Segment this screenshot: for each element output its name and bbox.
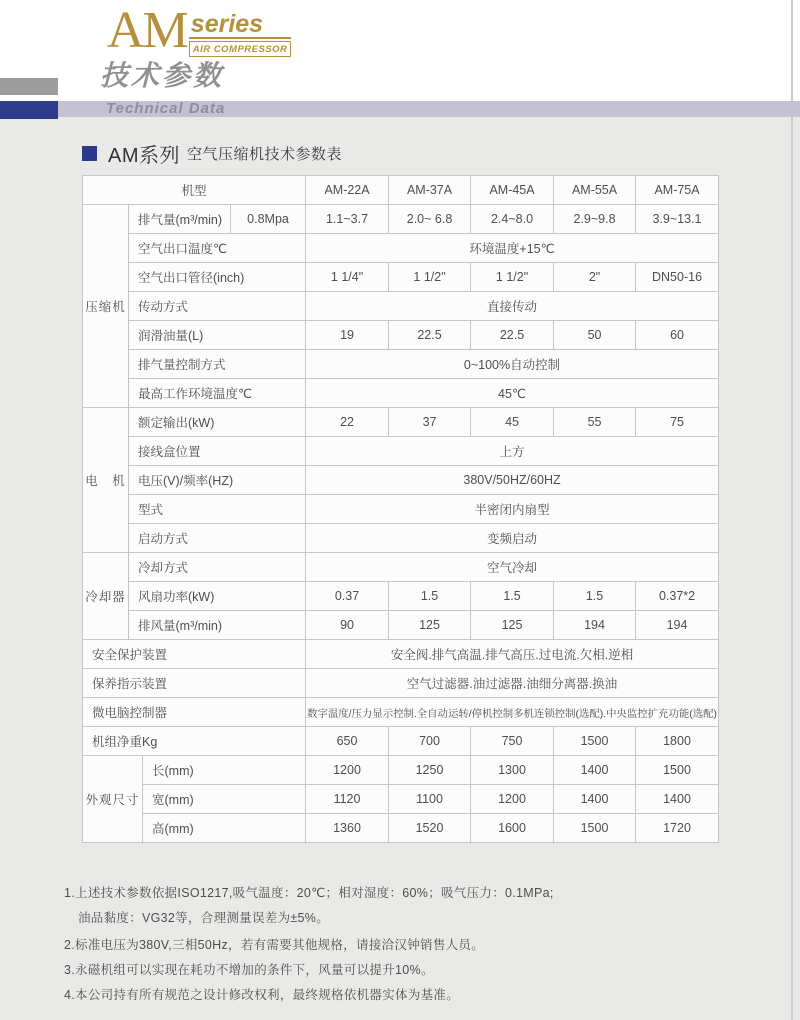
table-row (83, 814, 719, 843)
table-row (83, 553, 719, 582)
spec-value: 2.0~ 6.8 (389, 205, 471, 234)
table-row (83, 582, 719, 611)
spec-value: 2.4~8.0 (471, 205, 554, 234)
spec-value: 1.1~3.7 (306, 205, 389, 234)
table-row (83, 640, 719, 669)
table-row (83, 437, 719, 466)
spec-value: 1.5 (554, 582, 636, 611)
spec-value: 1400 (554, 756, 636, 785)
spec-value-span: 直接传动 (306, 292, 719, 321)
model-header: AM-37A (389, 176, 471, 205)
spec-value: 22.5 (389, 321, 471, 350)
spec-value: 1.5 (389, 582, 471, 611)
note-line: 油品黏度：VG32等，合理测量误差为±5%。 (78, 911, 329, 925)
spec-value: DN50-16 (636, 263, 719, 292)
spec-value: 3.9~13.1 (636, 205, 719, 234)
spec-label: 安全保护装置 (83, 640, 306, 669)
spec-label: 电压(V)/频率(HZ) (129, 466, 306, 495)
note-line: 4.本公司持有所有规范之设计修改权利，最终规格依机器实体为基准。 (64, 988, 460, 1002)
spec-label: 长(mm) (143, 756, 306, 785)
group-label-compressor: 压缩机 (83, 205, 129, 408)
note-line: 2.标准电压为380V,三相50Hz，若有需要其他规格，请接洽汉钟销售人员。 (64, 938, 485, 952)
spec-value: 1 1/4" (306, 263, 389, 292)
table-row (83, 379, 719, 408)
spec-label: 排气量控制方式 (129, 350, 306, 379)
footnotes (64, 886, 744, 1013)
table-row (83, 263, 719, 292)
spec-value: 1600 (471, 814, 554, 843)
spec-label: 保养指示装置 (83, 669, 306, 698)
group-label-cooler: 冷却器 (83, 553, 129, 640)
group-label-motor: 电 机 (83, 408, 129, 553)
table-row (83, 756, 719, 785)
lavender-banner (58, 101, 800, 117)
spec-value: 1520 (389, 814, 471, 843)
spec-value-span: 半密闭内扇型 (306, 495, 719, 524)
spec-value: 1360 (306, 814, 389, 843)
spec-value-span: 空气过滤器.油过滤器.油细分离器.换油 (306, 669, 719, 698)
spec-value: 1100 (389, 785, 471, 814)
spec-label: 接线盒位置 (129, 437, 306, 466)
spec-label: 高(mm) (143, 814, 306, 843)
spec-value: 1500 (554, 727, 636, 756)
spec-value: 1500 (554, 814, 636, 843)
spec-value-span: 数字温度/压力显示控制.全自动运转/停机控制多机连锁控制(选配).中央监控扩充功能(选配) (306, 698, 719, 727)
spec-label: 启动方式 (129, 524, 306, 553)
spec-value: 45 (471, 408, 554, 437)
spec-value: 125 (389, 611, 471, 640)
spec-value: 60 (636, 321, 719, 350)
note-line: 1.上述技术参数依据ISO1217,吸气温度：20℃；相对湿度：60%；吸气压力：0.1MPa; (64, 886, 554, 900)
spec-label: 排气量(m³/min) (129, 205, 231, 234)
spec-value: 22 (306, 408, 389, 437)
table-row (83, 495, 719, 524)
table-row (83, 321, 719, 350)
spec-value: 75 (636, 408, 719, 437)
spec-label: 传动方式 (129, 292, 306, 321)
spec-label: 空气出口温度℃ (129, 234, 306, 263)
table-row (83, 350, 719, 379)
spec-value: 0.37 (306, 582, 389, 611)
spec-value: 1 1/2" (471, 263, 554, 292)
group-label-dimensions: 外观尺寸 (83, 756, 143, 843)
model-header: AM-45A (471, 176, 554, 205)
spec-label: 空气出口管径(inch) (129, 263, 306, 292)
section-title-sub: 空气压缩机技术参数表 (187, 146, 343, 163)
table-row (83, 466, 719, 495)
table-row (83, 611, 719, 640)
page-title-chinese: 技术参数 (100, 60, 225, 91)
spec-value: 700 (389, 727, 471, 756)
model-header: AM-55A (554, 176, 636, 205)
page-title-english: Technical Data (106, 100, 226, 117)
model-header-label: 机型 (83, 176, 306, 205)
gray-accent-bar (0, 78, 58, 95)
blue-square-bullet-icon (82, 146, 97, 161)
spec-value: 0.37*2 (636, 582, 719, 611)
table-row (83, 176, 719, 205)
spec-value: 19 (306, 321, 389, 350)
table-row (83, 524, 719, 553)
page-edge-line (791, 0, 793, 1020)
spec-value: 1.5 (471, 582, 554, 611)
spec-value-span: 空气冷却 (306, 553, 719, 582)
spec-value: 1400 (636, 785, 719, 814)
am-series-logo (107, 2, 291, 59)
spec-label: 微电脑控制器 (83, 698, 306, 727)
spec-value: 50 (554, 321, 636, 350)
spec-value: 22.5 (471, 321, 554, 350)
table-row (83, 785, 719, 814)
spec-value: 1 1/2" (389, 263, 471, 292)
spec-label: 风扇功率(kW) (129, 582, 306, 611)
spec-value: 55 (554, 408, 636, 437)
spec-value: 90 (306, 611, 389, 640)
section-title (82, 139, 342, 168)
table-row (83, 408, 719, 437)
spec-value: 1800 (636, 727, 719, 756)
section-title-series: AM系列 (108, 145, 180, 167)
spec-label: 排风量(m³/min) (129, 611, 306, 640)
spec-value: 37 (389, 408, 471, 437)
spec-label: 机组净重Kg (83, 727, 306, 756)
spec-label: 型式 (129, 495, 306, 524)
spec-value: 650 (306, 727, 389, 756)
spec-value: 1200 (471, 785, 554, 814)
spec-label: 冷却方式 (129, 553, 306, 582)
table-row (83, 727, 719, 756)
spec-value-span: 变频启动 (306, 524, 719, 553)
spec-label: 润滑油量(L) (129, 321, 306, 350)
navy-accent-bar (0, 101, 58, 119)
spec-value-span: 0~100%自动控制 (306, 350, 719, 379)
spec-value: 1120 (306, 785, 389, 814)
spec-value-span: 45℃ (306, 379, 719, 408)
spec-value-span: 380V/50HZ/60HZ (306, 466, 719, 495)
logo-am-text: AM (107, 2, 187, 59)
spec-value: 1200 (306, 756, 389, 785)
spec-value-span: 上方 (306, 437, 719, 466)
spec-value-span: 环境温度+15℃ (306, 234, 719, 263)
spec-value: 194 (636, 611, 719, 640)
logo-air-compressor-badge: AIR COMPRESSOR (189, 41, 292, 57)
spec-value: 1500 (636, 756, 719, 785)
spec-table (82, 175, 719, 843)
spec-label: 宽(mm) (143, 785, 306, 814)
spec-value: 194 (554, 611, 636, 640)
table-row (83, 234, 719, 263)
spec-label: 最高工作环境温度℃ (129, 379, 306, 408)
logo-right-block (189, 12, 292, 57)
table-row (83, 292, 719, 321)
spec-value: 2.9~9.8 (554, 205, 636, 234)
spec-value: 125 (471, 611, 554, 640)
spec-value-span: 安全阀.排气高温.排气高压.过电流.欠相.逆相 (306, 640, 719, 669)
spec-label: 额定输出(kW) (129, 408, 306, 437)
note-line: 3.永磁机组可以实现在耗功不增加的条件下，风量可以提升10%。 (64, 963, 434, 977)
spec-value: 1720 (636, 814, 719, 843)
spec-value: 2" (554, 263, 636, 292)
table-row (83, 669, 719, 698)
table-row (83, 205, 719, 234)
spec-value: 1250 (389, 756, 471, 785)
spec-value: 750 (471, 727, 554, 756)
spec-value: 1400 (554, 785, 636, 814)
model-header: AM-22A (306, 176, 389, 205)
spec-sublabel: 0.8Mpa (231, 205, 306, 234)
logo-series-text: series (189, 12, 292, 39)
spec-value: 1300 (471, 756, 554, 785)
table-row (83, 698, 719, 727)
model-header: AM-75A (636, 176, 719, 205)
